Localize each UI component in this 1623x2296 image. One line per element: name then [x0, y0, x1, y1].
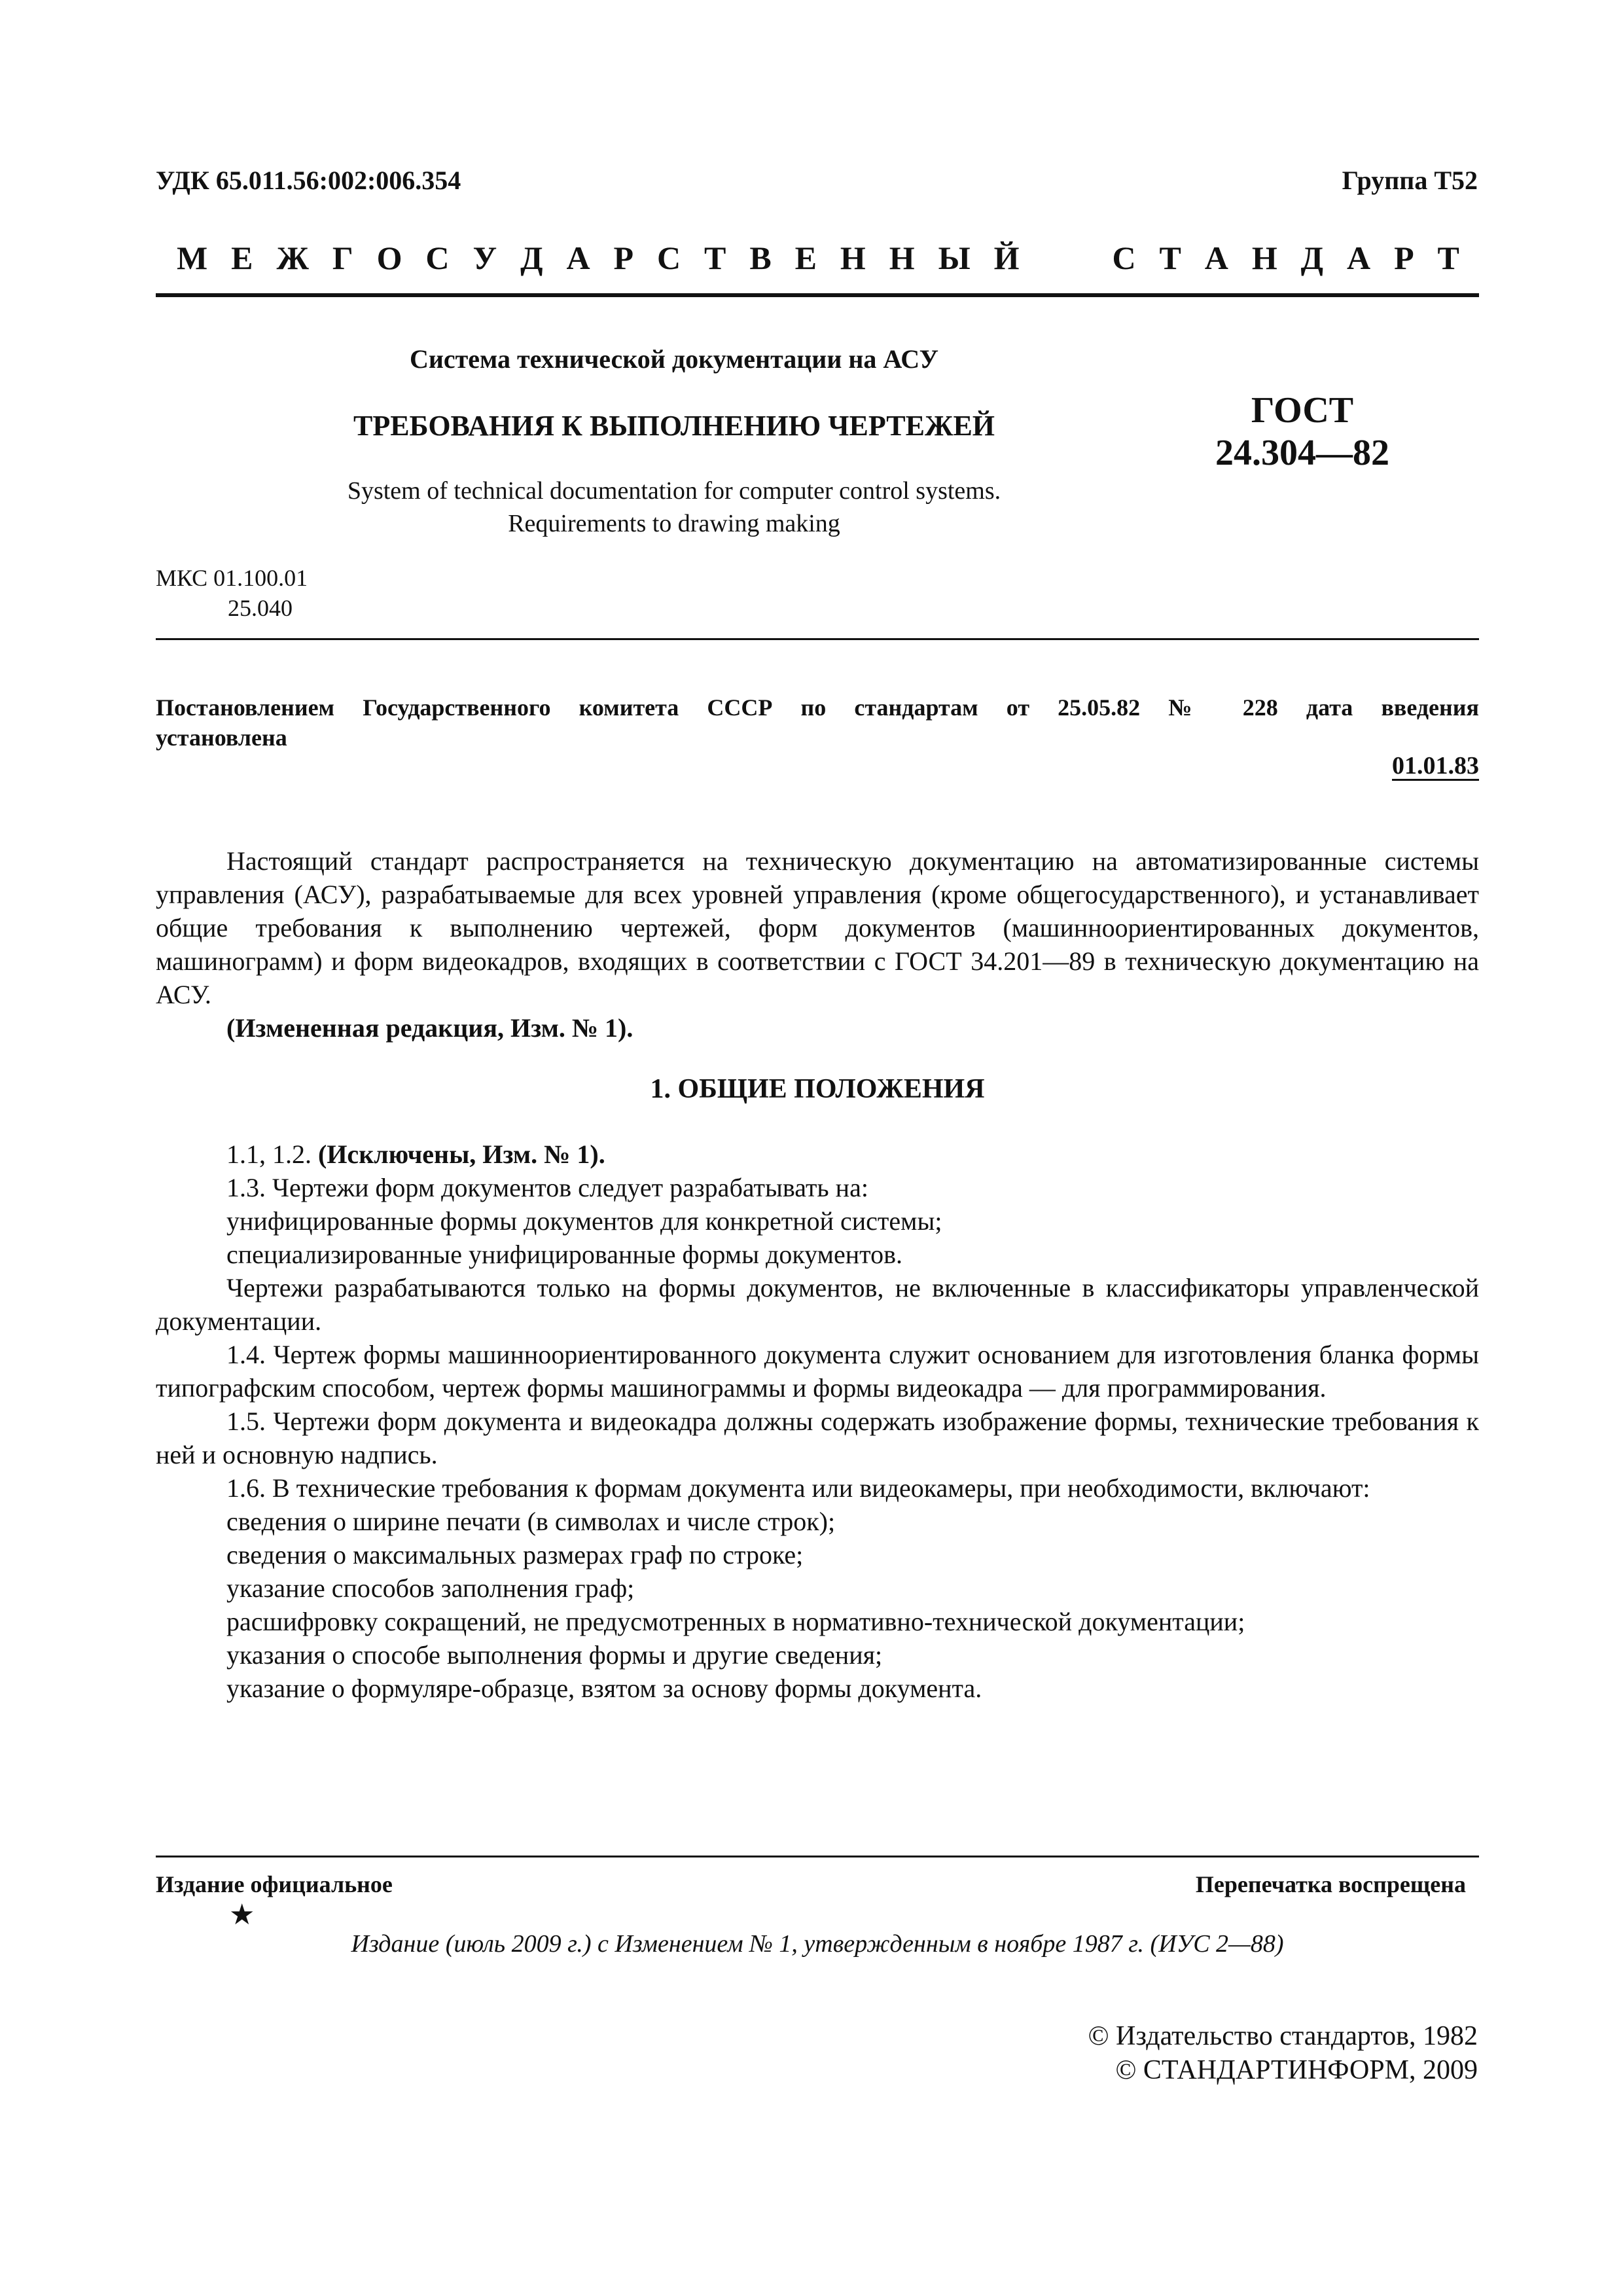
gost-code: 24.304—82 — [1215, 433, 1389, 473]
interstate-standard-banner — [177, 239, 1459, 277]
banner-letter: Ы — [938, 240, 971, 276]
banner-letter: Е — [794, 240, 817, 276]
clause-1-1 — [156, 1138, 1479, 1171]
clause-number: 1.1, 1.2. — [226, 1139, 318, 1169]
copyright-line: © СТАНДАРТИНФОРМ, 2009 — [1115, 2055, 1478, 2085]
banner-letter: С — [1112, 240, 1136, 276]
banner-letter: Е — [231, 240, 253, 276]
edition-note: Издание (июль 2009 г.) с Изменением № 1, утвержденным в ноябре 1987 г. (ИУС 2—88) — [351, 1930, 1284, 1958]
amendment-note: (Измененная редакция, Изм. № 1). — [226, 1013, 633, 1043]
banner-letter: Р — [1394, 240, 1414, 276]
intro-paragraph: Настоящий стандарт распространяется на техническую документацию на автоматизированные системы управления (АСУ), разрабатываемые для всех уровней управления (кроме общегосударственного), и устанавливает общие требования к выполнению чертежей, форм документов (машинноориентированных документов, машинограмм) и форм видеокадров, входящих в соответствии с ГОСТ 34.201—89 в техническую документацию на АСУ. — [156, 846, 1479, 1009]
banner-letter: Р — [613, 240, 634, 276]
banner-letter: Д — [1300, 240, 1324, 276]
banner-letter: Н — [840, 240, 866, 276]
list-item: специализированные унифицированные формы документов. — [226, 1240, 902, 1269]
english-title — [281, 475, 1067, 540]
english-title-line: Requirements to drawing making — [508, 510, 840, 537]
group-code: Группа Т52 — [1342, 166, 1478, 195]
list-item: указания о способе выполнения формы и другие сведения; — [226, 1640, 883, 1670]
mks-codes — [156, 563, 308, 623]
clause-1-6: 1.6. В технические требования к формам документа или видеокамеры, при необходимости, включают: — [226, 1473, 1370, 1503]
mks-line: МКС 01.100.01 — [156, 565, 308, 591]
list-item: указание о формуляре-образце, взятом за основу формы документа. — [226, 1674, 982, 1703]
official-edition-label: Издание официальное — [156, 1871, 393, 1897]
banner-letter: Н — [1251, 240, 1277, 276]
list-item: сведения о максимальных размерах граф по строке; — [226, 1540, 804, 1570]
banner-rule — [156, 293, 1479, 297]
section-heading: 1. ОБЩИЕ ПОЛОЖЕНИЯ — [650, 1074, 985, 1104]
section-body — [156, 1138, 1479, 1705]
banner-letter: Т — [1159, 240, 1181, 276]
banner-letter: М — [177, 240, 208, 276]
clause-1-4: 1.4. Чертеж формы машинноориентированного документа служит основанием для изготовления бланка формы типографским способом, чертеж формы машинограммы и формы видеокадра — для программирования. — [156, 1340, 1479, 1403]
decree-text: Постановлением Государственного комитета СССР по стандартам от 25.05.82 № 228 дата введения — [156, 694, 1479, 721]
list-item: сведения о ширине печати (в символах и числе строк); — [226, 1507, 836, 1536]
clause-1-5: 1.5. Чертежи форм документа и видеокадра должны содержать изображение формы, технические требования к ней и основную надпись. — [156, 1407, 1479, 1469]
banner-letter: С — [425, 240, 450, 276]
banner-letter: Т — [1437, 240, 1459, 276]
intro-section — [156, 844, 1479, 1045]
english-title-line: System of technical documentation for computer control systems. — [347, 477, 1001, 505]
mks-line: 25.040 — [228, 595, 293, 621]
clause-1-3: 1.3. Чертежи форм документов следует разрабатывать на: — [226, 1173, 868, 1202]
copyright-block — [1088, 2019, 1478, 2087]
list-item: указание способов заполнения граф; — [226, 1573, 635, 1603]
copyright-line: © Издательство стандартов, 1982 — [1088, 2021, 1478, 2051]
gost-number — [1165, 389, 1440, 475]
banner-letter: Д — [520, 240, 543, 276]
banner-letter: О — [376, 240, 402, 276]
banner-letter: Ж — [276, 240, 309, 276]
footer-rule — [156, 1856, 1479, 1857]
banner-letter: Й — [993, 240, 1020, 276]
effective-date: 01.01.83 — [1392, 752, 1479, 780]
banner-letter: Г — [332, 240, 353, 276]
star-icon: ★ — [229, 1899, 255, 1931]
banner-letter: А — [1347, 240, 1371, 276]
gost-label: ГОСТ — [1251, 390, 1354, 431]
system-title: Система технической документации на АСУ — [409, 344, 939, 374]
banner-letter: У — [473, 240, 497, 276]
banner-letter: С — [656, 240, 681, 276]
reprint-prohibited-label: Перепечатка воспрещена — [1195, 1871, 1466, 1897]
banner-letter: В — [749, 240, 772, 276]
banner-gap — [1043, 239, 1089, 277]
banner-letter: Н — [889, 240, 915, 276]
banner-letter: Т — [704, 240, 726, 276]
title-block-rule — [156, 638, 1479, 640]
document-title: ТРЕБОВАНИЯ К ВЫПОЛНЕНИЮ ЧЕРТЕЖЕЙ — [353, 410, 995, 442]
list-item: расшифровку сокращений, не предусмотренных в нормативно-технической документации; — [226, 1607, 1245, 1636]
banner-letter: А — [566, 240, 590, 276]
clause-1-3-note: Чертежи разрабатываются только на формы документов, не включенные в классификаторы управленческой документации. — [156, 1273, 1479, 1336]
decree-text-end: установлена — [156, 725, 287, 751]
excluded-note: (Исключены, Изм. № 1). — [318, 1139, 605, 1169]
udk-code: УДК 65.011.56:002:006.354 — [156, 166, 461, 195]
list-item: унифицированные формы документов для конкретной системы; — [226, 1206, 942, 1236]
banner-letter: А — [1204, 240, 1228, 276]
